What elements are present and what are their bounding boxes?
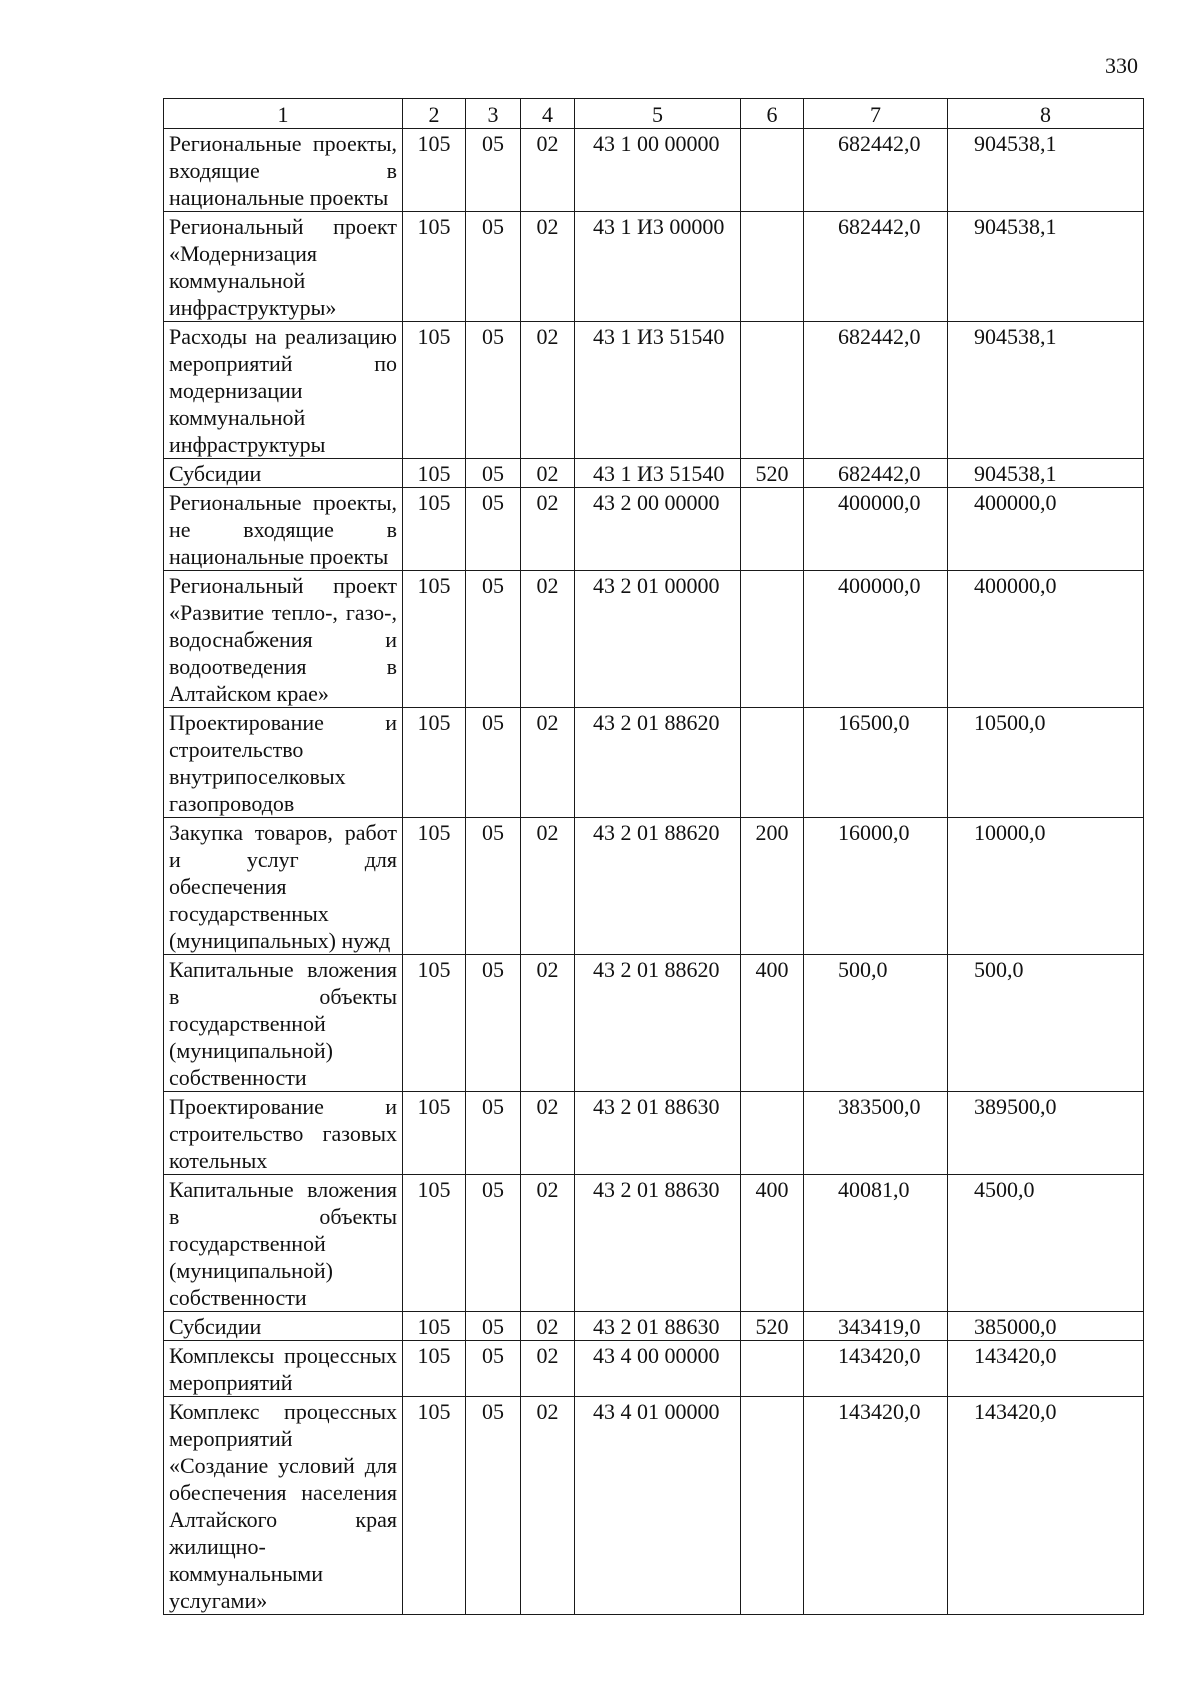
section-code: 05 xyxy=(466,818,521,955)
subsection-code: 02 xyxy=(521,955,575,1092)
expense-type-code xyxy=(741,488,804,571)
subsection-code: 02 xyxy=(521,129,575,212)
column-header-4: 4 xyxy=(521,99,575,129)
table-row xyxy=(164,1397,1144,1615)
amount-col-8: 385000,0 xyxy=(948,1312,1144,1341)
ministry-code: 105 xyxy=(403,1175,466,1312)
ministry-code: 105 xyxy=(403,708,466,818)
section-code: 05 xyxy=(466,708,521,818)
amount-col-8: 389500,0 xyxy=(948,1092,1144,1175)
section-code: 05 xyxy=(466,322,521,459)
subsection-code: 02 xyxy=(521,708,575,818)
amount-col-7: 40081,0 xyxy=(804,1175,948,1312)
table-row xyxy=(164,1312,1144,1341)
item-name: Расходы на реализацию мероприятий по модернизации коммунальной инфраструктуры xyxy=(164,322,403,459)
table-row xyxy=(164,708,1144,818)
subsection-code: 02 xyxy=(521,1397,575,1615)
header-row xyxy=(164,99,1144,129)
item-name: Комплекс процессных мероприятий «Создание условий для обеспечения населения Алтайского края жилищно-коммунальными услугами» xyxy=(164,1397,403,1615)
amount-col-7: 500,0 xyxy=(804,955,948,1092)
amount-col-8: 10500,0 xyxy=(948,708,1144,818)
expense-type-code: 200 xyxy=(741,818,804,955)
ministry-code: 105 xyxy=(403,955,466,1092)
ministry-code: 105 xyxy=(403,129,466,212)
table-row xyxy=(164,488,1144,571)
section-code: 05 xyxy=(466,1397,521,1615)
subsection-code: 02 xyxy=(521,488,575,571)
item-name: Региональные проекты, не входящие в национальные проекты xyxy=(164,488,403,571)
section-code: 05 xyxy=(466,1341,521,1397)
column-header-2: 2 xyxy=(403,99,466,129)
column-header-1: 1 xyxy=(164,99,403,129)
target-code: 43 2 00 00000 xyxy=(575,488,741,571)
section-code: 05 xyxy=(466,459,521,488)
table-row xyxy=(164,818,1144,955)
amount-col-8: 500,0 xyxy=(948,955,1144,1092)
amount-col-8: 10000,0 xyxy=(948,818,1144,955)
amount-col-7: 682442,0 xyxy=(804,322,948,459)
item-name: Региональный проект «Модернизация коммунальной инфраструктуры» xyxy=(164,212,403,322)
expense-type-code xyxy=(741,1341,804,1397)
column-header-5: 5 xyxy=(575,99,741,129)
target-code: 43 2 01 00000 xyxy=(575,571,741,708)
subsection-code: 02 xyxy=(521,459,575,488)
expense-type-code xyxy=(741,129,804,212)
amount-col-8: 904538,1 xyxy=(948,322,1144,459)
amount-col-7: 682442,0 xyxy=(804,212,948,322)
amount-col-7: 400000,0 xyxy=(804,488,948,571)
ministry-code: 105 xyxy=(403,488,466,571)
amount-col-7: 16000,0 xyxy=(804,818,948,955)
section-code: 05 xyxy=(466,955,521,1092)
ministry-code: 105 xyxy=(403,212,466,322)
amount-col-8: 400000,0 xyxy=(948,571,1144,708)
expense-type-code: 520 xyxy=(741,1312,804,1341)
amount-col-7: 143420,0 xyxy=(804,1341,948,1397)
expense-type-code xyxy=(741,1092,804,1175)
item-name: Проектирование и строительство газовых котельных xyxy=(164,1092,403,1175)
table-row xyxy=(164,1175,1144,1312)
amount-col-8: 904538,1 xyxy=(948,129,1144,212)
expense-type-code xyxy=(741,322,804,459)
expense-type-code: 400 xyxy=(741,955,804,1092)
amount-col-7: 682442,0 xyxy=(804,129,948,212)
section-code: 05 xyxy=(466,1092,521,1175)
table-row xyxy=(164,955,1144,1092)
target-code: 43 1 00 00000 xyxy=(575,129,741,212)
column-header-3: 3 xyxy=(466,99,521,129)
table-row xyxy=(164,1341,1144,1397)
item-name: Региональные проекты, входящие в национальные проекты xyxy=(164,129,403,212)
target-code: 43 4 01 00000 xyxy=(575,1397,741,1615)
item-name: Региональный проект «Развитие тепло-, газо-, водоснабжения и водоотведения в Алтайском крае» xyxy=(164,571,403,708)
expense-type-code xyxy=(741,708,804,818)
item-name: Субсидии xyxy=(164,459,403,488)
amount-col-8: 904538,1 xyxy=(948,459,1144,488)
target-code: 43 2 01 88630 xyxy=(575,1092,741,1175)
subsection-code: 02 xyxy=(521,1341,575,1397)
table-row xyxy=(164,129,1144,212)
ministry-code: 105 xyxy=(403,1397,466,1615)
target-code: 43 2 01 88620 xyxy=(575,955,741,1092)
target-code: 43 1 И3 51540 xyxy=(575,459,741,488)
table-row xyxy=(164,322,1144,459)
amount-col-7: 16500,0 xyxy=(804,708,948,818)
expense-type-code xyxy=(741,212,804,322)
column-header-8: 8 xyxy=(948,99,1144,129)
amount-col-8: 904538,1 xyxy=(948,212,1144,322)
expense-type-code xyxy=(741,571,804,708)
section-code: 05 xyxy=(466,1312,521,1341)
target-code: 43 2 01 88630 xyxy=(575,1312,741,1341)
expense-type-code: 520 xyxy=(741,459,804,488)
table-row xyxy=(164,459,1144,488)
target-code: 43 1 И3 51540 xyxy=(575,322,741,459)
subsection-code: 02 xyxy=(521,322,575,459)
section-code: 05 xyxy=(466,1175,521,1312)
amount-col-8: 4500,0 xyxy=(948,1175,1144,1312)
ministry-code: 105 xyxy=(403,322,466,459)
budget-table xyxy=(163,98,1144,1615)
section-code: 05 xyxy=(466,571,521,708)
column-header-7: 7 xyxy=(804,99,948,129)
target-code: 43 2 01 88620 xyxy=(575,818,741,955)
amount-col-8: 400000,0 xyxy=(948,488,1144,571)
table-row xyxy=(164,571,1144,708)
subsection-code: 02 xyxy=(521,1312,575,1341)
amount-col-7: 343419,0 xyxy=(804,1312,948,1341)
target-code: 43 4 00 00000 xyxy=(575,1341,741,1397)
item-name: Закупка товаров, работ и услуг для обеспечения государственных (муниципальных) нужд xyxy=(164,818,403,955)
expense-type-code xyxy=(741,1397,804,1615)
ministry-code: 105 xyxy=(403,1341,466,1397)
amount-col-8: 143420,0 xyxy=(948,1397,1144,1615)
target-code: 43 2 01 88630 xyxy=(575,1175,741,1312)
amount-col-7: 400000,0 xyxy=(804,571,948,708)
amount-col-7: 682442,0 xyxy=(804,459,948,488)
table-body xyxy=(164,129,1144,1615)
item-name: Капитальные вложения в объекты государственной (муниципальной) собственности xyxy=(164,955,403,1092)
subsection-code: 02 xyxy=(521,571,575,708)
amount-col-8: 143420,0 xyxy=(948,1341,1144,1397)
target-code: 43 1 И3 00000 xyxy=(575,212,741,322)
table-row xyxy=(164,212,1144,322)
subsection-code: 02 xyxy=(521,1175,575,1312)
ministry-code: 105 xyxy=(403,1312,466,1341)
item-name: Капитальные вложения в объекты государственной (муниципальной) собственности xyxy=(164,1175,403,1312)
table-header xyxy=(164,99,1144,129)
subsection-code: 02 xyxy=(521,1092,575,1175)
item-name: Субсидии xyxy=(164,1312,403,1341)
subsection-code: 02 xyxy=(521,212,575,322)
ministry-code: 105 xyxy=(403,571,466,708)
ministry-code: 105 xyxy=(403,1092,466,1175)
section-code: 05 xyxy=(466,212,521,322)
target-code: 43 2 01 88620 xyxy=(575,708,741,818)
amount-col-7: 383500,0 xyxy=(804,1092,948,1175)
ministry-code: 105 xyxy=(403,818,466,955)
item-name: Комплексы процессных мероприятий xyxy=(164,1341,403,1397)
column-header-6: 6 xyxy=(741,99,804,129)
table-row xyxy=(164,1092,1144,1175)
item-name: Проектирование и строительство внутрипоселковых газопроводов xyxy=(164,708,403,818)
section-code: 05 xyxy=(466,129,521,212)
section-code: 05 xyxy=(466,488,521,571)
page-number: 330 xyxy=(1105,53,1138,78)
expense-type-code: 400 xyxy=(741,1175,804,1312)
subsection-code: 02 xyxy=(521,818,575,955)
ministry-code: 105 xyxy=(403,459,466,488)
amount-col-7: 143420,0 xyxy=(804,1397,948,1615)
